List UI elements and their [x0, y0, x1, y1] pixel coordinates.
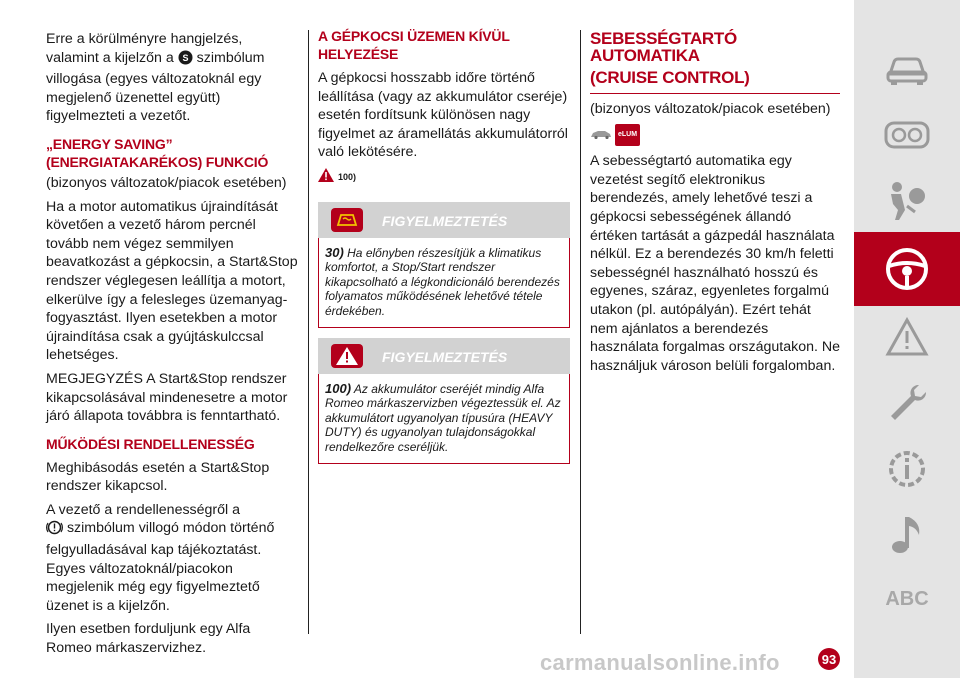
paragraph-storage: A gépkocsi hosszabb időre történő leállítása (vagy az akkumulátor cseréje) esetén fordítsunk különösen nagy figyelmet az áramellátás akkumulátorról való lekötésére. — [318, 70, 568, 161]
windshield-fog-icon — [330, 207, 364, 239]
small-warning-icon — [318, 168, 334, 188]
column-divider — [580, 30, 581, 634]
version-indicators — [590, 124, 840, 147]
cruise-control-heading: SEBESSÉGTARTÓ AUTOMATIKA (CRUISE CONTROL) — [590, 30, 840, 94]
fault-warning-symbol-icon — [46, 520, 63, 541]
sidebar-item-safety[interactable] — [854, 164, 960, 238]
paragraph-restart: Ha a motor automatikus újraindítását követően a vezető három percnél tovább nem végez semmilyen beavatkozást a gépkocsin, a Start&Stop rendszer véglegesen leállítja a motort, elkerülve így a felesleges üzemanyag-fogyasztást. Ilyen esetekben a motor újraindítása csak a gyújtáskulccsal lehetséges. — [46, 198, 298, 364]
paragraph-cruise-control: A sebességtartó automatika egy vezetést segítő elektronikus berendezés, amely lehetővé teszi a gépkocsi sebességének állandó értéken tartását a gázpedál használata nélkül. Ez a berendezés 30 km/h feletti sebességnél használható hosszú és egyenes, száraz, egyenletes forgalmú utakon (pl. autópályán). Ezért tehát nem ajánlatos a berendezés használata forgalmas országutakon. Ne használjuk városon belüli forgalomban. — [590, 153, 840, 374]
warning-box-body-2: 100) Az akkumulátor cseréjét mindig Alfa Romeo márkaszervizben végeztessük el. Az akkumulátort ugyanolyan típusúra (HEAVY DUTY) és ugyanolyan tulajdonságokkal rendelkezőre cseréljük. — [318, 374, 570, 464]
column-right — [590, 30, 840, 380]
warning-box-header-1: FIGYELMEZTETÉS — [318, 202, 570, 238]
exclamation-warning-icon — [330, 343, 364, 375]
lum-badge: eLUM — [615, 124, 640, 147]
cruise-control-subtitle: (bizonyos változatok/piacok esetében) — [590, 101, 831, 117]
paragraph-service: Ilyen esetben forduljunk egy Alfa Romeo márkaszervizhez. — [46, 621, 251, 657]
abc-index-label: ABC — [885, 587, 929, 610]
column-divider — [308, 30, 309, 634]
sidebar-item-index[interactable] — [854, 562, 960, 636]
warning-box-header-2: FIGYELMEZTETÉS — [318, 338, 570, 374]
paragraph-note: MEGJEGYZÉS A Start&Stop rendszer kikapcsolásával mindenesetre a motor járó állapota továbbra is fenntartható. — [46, 370, 288, 425]
fault-heading: MŰKÖDÉSI RENDELLENESSÉG — [46, 435, 255, 452]
watermark: carmanualsonline.info — [540, 650, 780, 675]
sidebar-item-driving[interactable] — [854, 232, 960, 306]
gear-info-icon — [884, 446, 930, 492]
warning-number-2: 100) — [325, 380, 352, 396]
energy-saving-subtitle: (bizonyos változatok/piacok esetében) — [46, 174, 287, 191]
page-number: 93 — [818, 648, 840, 670]
wrench-icon — [885, 381, 929, 425]
column-left — [46, 30, 298, 663]
engine-stop-symbol-icon — [178, 50, 193, 71]
reference-number: 100) — [338, 172, 357, 183]
warning-number-1: 30) — [325, 244, 344, 260]
sidebar-item-emergency[interactable] — [854, 300, 960, 374]
chapter-sidebar — [854, 0, 960, 678]
seatbelt-passenger-icon — [885, 180, 929, 222]
dashboard-gauges-icon — [884, 120, 930, 150]
sidebar-item-multimedia[interactable] — [854, 498, 960, 572]
car-icon — [884, 52, 930, 86]
sidebar-item-maintenance[interactable] — [854, 366, 960, 440]
svg-text:S: S — [182, 52, 189, 63]
paragraph-fault-symbol: A vezető a rendellenességről a szimbólum villogó módon történő felgyulladásával kap tájékoztatást. Egyes változatoknál/piacokon megjelenik még egy figyelmeztető üzenet is a kijelzőn. — [46, 501, 275, 614]
steering-wheel-icon — [884, 246, 930, 292]
sidebar-item-technical-data[interactable] — [854, 432, 960, 506]
car-silhouette-icon — [590, 126, 612, 145]
warning-box-body-1: 30) Ha előnyben részesítjük a klimatikus komfortot, a Stop/Start rendszer kikapcsolható a légkondicionáló berendezés folyamatos működésének lehetővé tétele érdekében. — [318, 238, 570, 328]
sidebar-item-dashboard[interactable] — [854, 98, 960, 172]
paragraph-warning-symbol: Erre a körülményre hangjelzés, valamint a kijelzőn a S szimbólum villogása (egyes változatoknál egy megjelenő üzenettel együtt) figyelmezteti a vezetőt. — [46, 31, 265, 125]
music-note-icon — [889, 513, 925, 557]
sidebar-item-car[interactable] — [854, 32, 960, 106]
energy-saving-heading: „ENERGY SAVING” (ENERGIATAKARÉKOS) FUNKCIÓ — [46, 135, 269, 170]
storage-heading: A GÉPKOCSI ÜZEMEN KÍVÜL HELYEZÉSE — [318, 28, 510, 62]
warning-triangle-icon — [885, 317, 929, 357]
warning-reference — [318, 168, 570, 188]
paragraph-fault: Meghibásodás esetén a Start&Stop rendszer kikapcsol. — [46, 459, 270, 495]
column-middle — [318, 30, 570, 474]
